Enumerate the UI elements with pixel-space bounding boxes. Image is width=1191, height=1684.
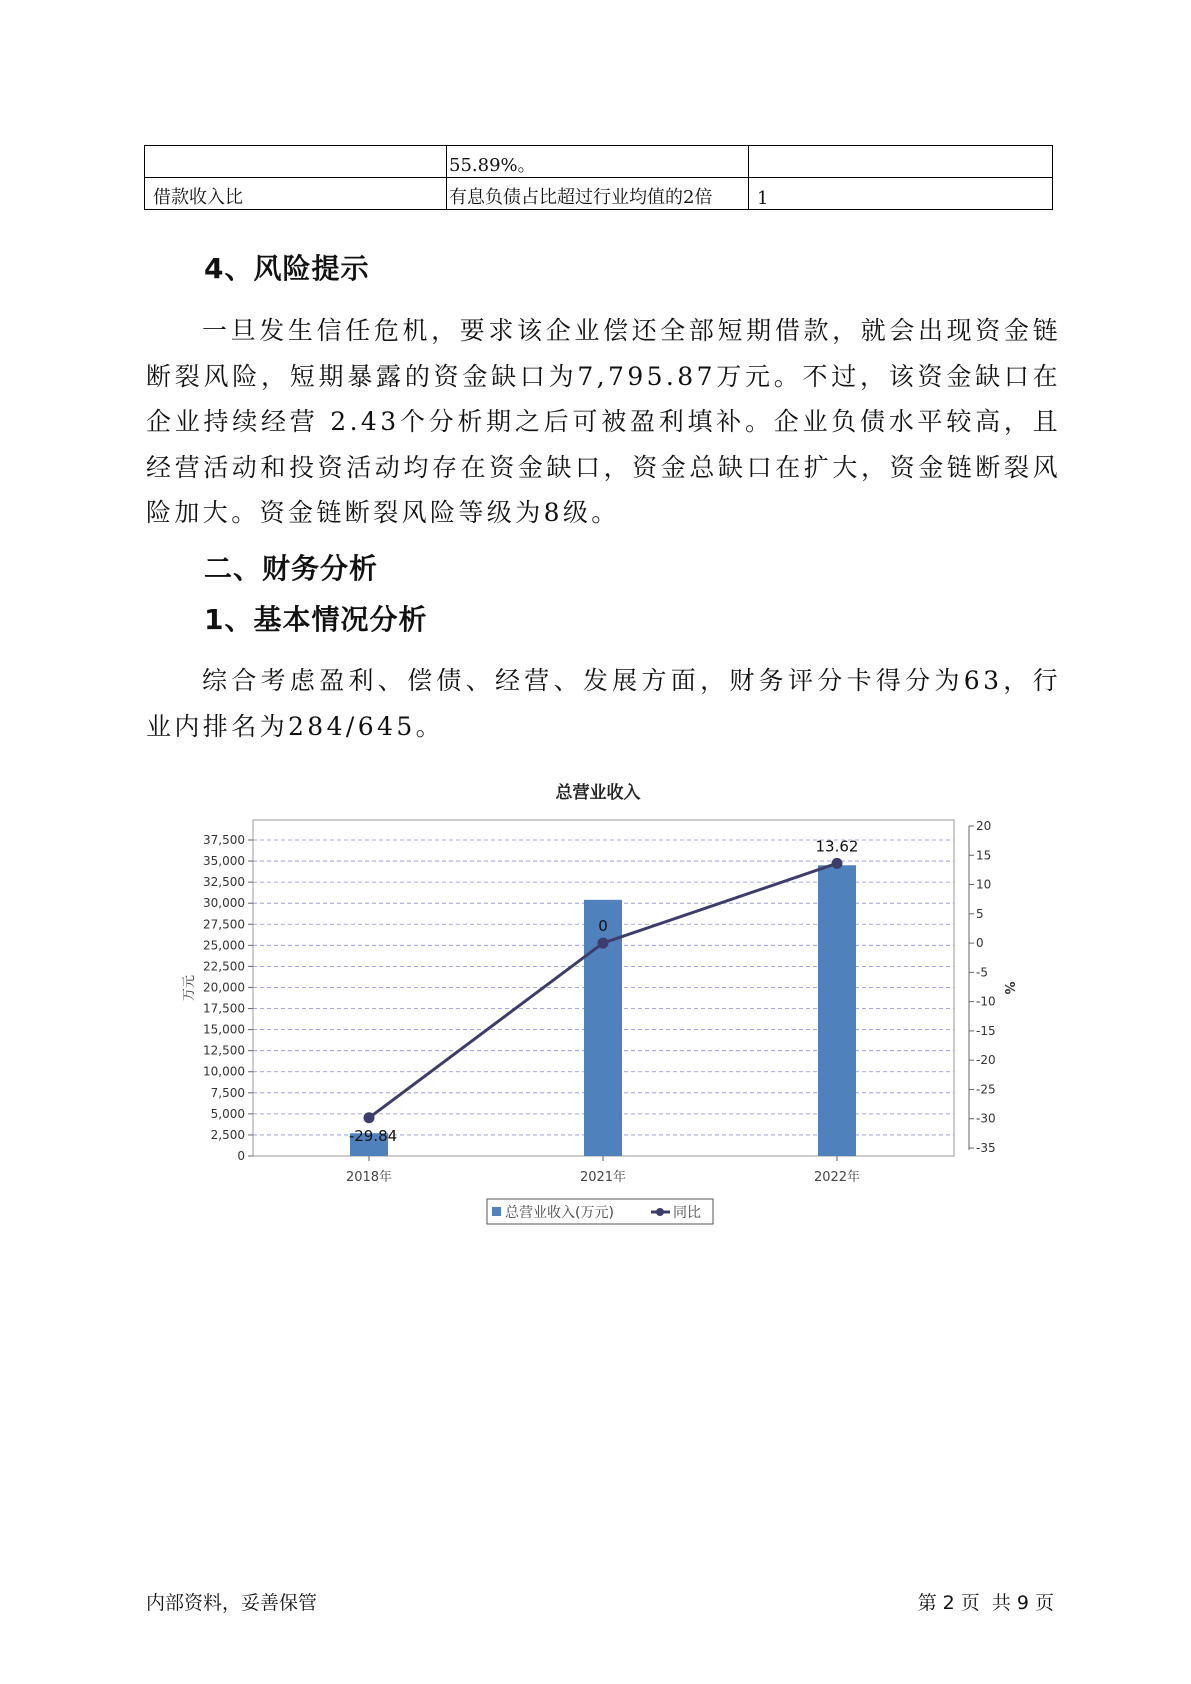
line-point: [598, 938, 609, 949]
y-tick-label: 27,500: [203, 917, 245, 932]
legend-label: 同比: [673, 1205, 701, 1221]
y-axis-label: 万元: [182, 974, 197, 1002]
data-label: 13.62: [815, 837, 859, 856]
table-cell: 借款收入比: [145, 178, 447, 210]
y2-tick-label: -30: [976, 1111, 996, 1126]
footer-confidential: 内部资料，妥善保管: [146, 1592, 318, 1614]
data-label: -29.84: [348, 1126, 398, 1145]
y2-tick-label: -10: [976, 994, 996, 1009]
y2-tick-label: -5: [976, 965, 988, 980]
y-tick-label: 35,000: [203, 854, 245, 869]
y2-axis-label: %: [1001, 981, 1016, 995]
table-cell: 1: [749, 178, 1053, 210]
table-cell: 有息负债占比超过行业均值的2倍: [447, 178, 749, 210]
footer-page-number: 第 2 页 共 9 页: [917, 1592, 1054, 1614]
y-tick-label: 32,500: [203, 875, 245, 890]
y2-tick-label: -35: [976, 1141, 996, 1155]
y2-tick-label: 15: [976, 848, 992, 863]
y-tick-label: 17,500: [203, 1001, 245, 1016]
bar: [818, 865, 856, 1156]
y-tick-label: 2,500: [210, 1127, 245, 1142]
chart-title: 总营业收入: [555, 783, 641, 803]
line-point: [364, 1112, 375, 1123]
legend-swatch-bar: [492, 1207, 501, 1216]
finance-heading: 二、财务分析: [204, 552, 379, 585]
y-tick-label: 37,500: [203, 833, 245, 847]
y-tick-label: 12,500: [203, 1043, 245, 1058]
y-tick-label: 30,000: [203, 896, 245, 911]
y2-tick-label: 0: [976, 936, 984, 951]
y2-tick-label: -15: [976, 1023, 996, 1038]
data-label: 0: [598, 917, 608, 936]
y-tick-label: 20,000: [203, 980, 245, 995]
y-tick-label: 7,500: [210, 1085, 245, 1100]
x-tick-label: 2021年: [579, 1170, 627, 1185]
table-cell: 55.89%。: [447, 146, 749, 178]
y2-tick-label: -20: [976, 1053, 996, 1068]
y-tick-label: 0: [237, 1149, 245, 1163]
y2-tick-label: 20: [976, 819, 992, 833]
y-tick-label: 15,000: [203, 1022, 245, 1037]
basic-analysis-heading: 1、基本情况分析: [204, 603, 428, 636]
risk-heading: 4、风险提示: [204, 252, 370, 285]
legend-marker: [656, 1208, 664, 1216]
basic-analysis-paragraph: 综合考虑盈利、偿债、经营、发展方面，财务评分卡得分为63，行业内排名为284/645。: [146, 666, 1061, 741]
x-tick-label: 2022年: [813, 1170, 861, 1185]
y2-tick-label: 10: [976, 877, 992, 892]
y-tick-label: 22,500: [203, 959, 245, 974]
y2-tick-label: 5: [976, 906, 984, 921]
risk-paragraph: 一旦发生信任危机，要求该企业偿还全部短期借款，就会出现资金链断裂风险，短期暴露的资金缺口为7,795.87万元。不过，该资金缺口在企业持续经营 2.43个分析期之后可被盈利填补。企业负债水平较高，且经营活动和投资活动均存在资金缺口，资金总缺口在扩大，资金链断裂风险加大。资金链断裂风险等级为8级。: [146, 316, 1061, 527]
y-tick-label: 25,000: [203, 938, 245, 953]
y2-tick-label: -25: [976, 1082, 996, 1097]
line-point: [832, 858, 843, 869]
x-tick-label: 2018年: [345, 1170, 393, 1185]
legend-label: 总营业收入(万元): [505, 1205, 614, 1221]
y-tick-label: 10,000: [203, 1064, 245, 1079]
y-tick-label: 5,000: [210, 1106, 245, 1121]
